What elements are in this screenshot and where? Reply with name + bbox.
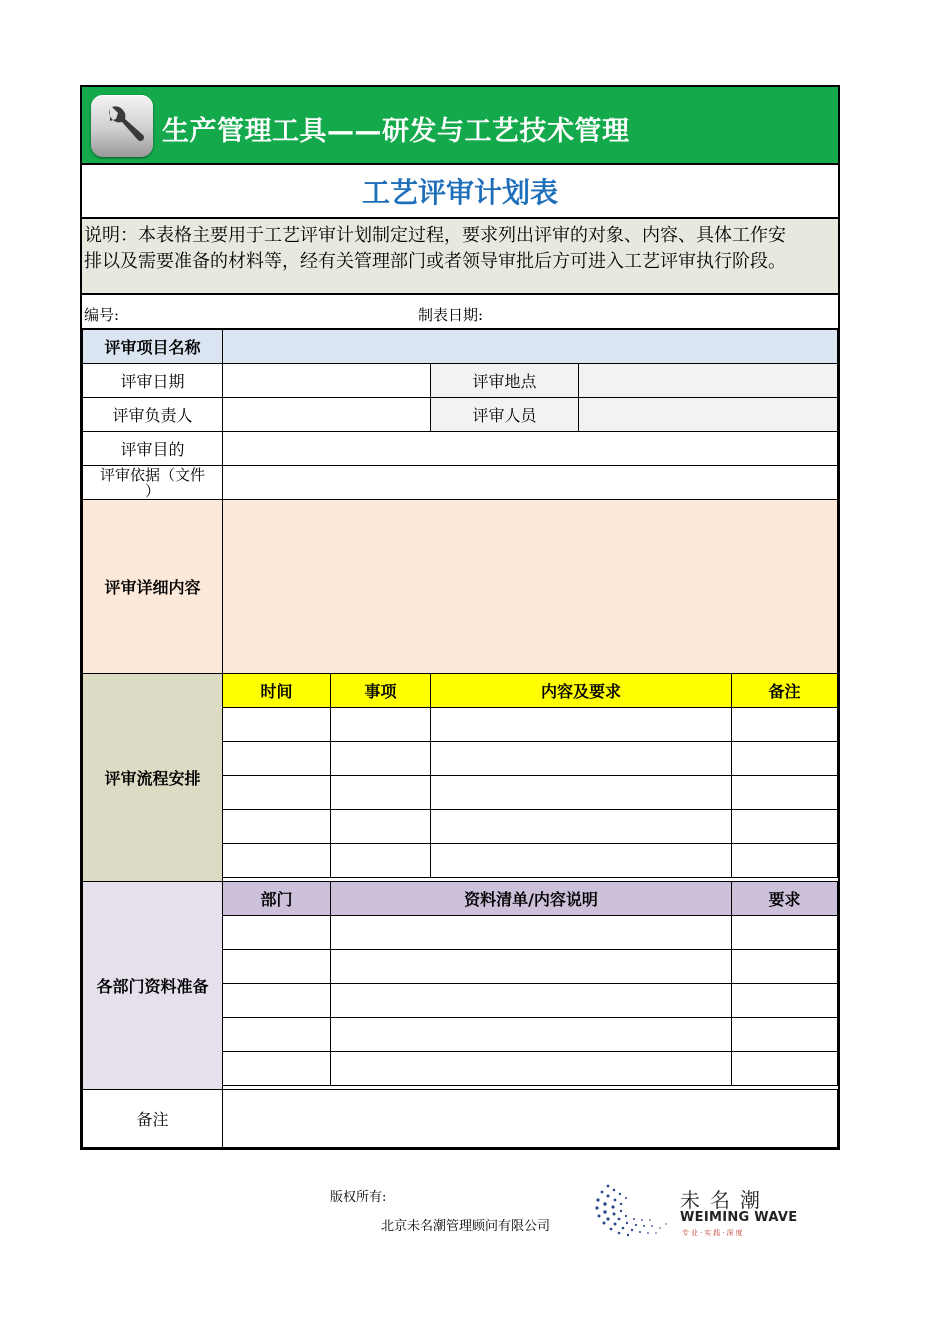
logo-tagline: 专业·实践·深度 bbox=[682, 1229, 745, 1237]
process-cell-time[interactable] bbox=[222, 843, 331, 878]
process-cell-item[interactable] bbox=[330, 809, 431, 844]
materials-header-requirement: 要求 bbox=[731, 881, 838, 916]
process-header-time: 时间 bbox=[222, 673, 331, 708]
header-title: 生产管理工具——研发与工艺技术管理 bbox=[162, 116, 630, 147]
review-basis-field[interactable] bbox=[222, 465, 838, 500]
dept-materials-label: 各部门资料准备 bbox=[82, 881, 223, 1090]
materials-cell-materials[interactable] bbox=[330, 1017, 732, 1052]
process-cell-content[interactable] bbox=[430, 741, 732, 776]
process-cell-content[interactable] bbox=[430, 843, 732, 878]
process-cell-item[interactable] bbox=[330, 775, 431, 810]
description-line-1: 说明：本表格主要用于工艺评审计划制定过程，要求列出评审的对象、内容、具体工作安 bbox=[84, 225, 786, 246]
process-cell-content[interactable] bbox=[430, 775, 732, 810]
review-location-label: 评审地点 bbox=[430, 363, 579, 398]
date-label: 制表日期: bbox=[418, 306, 484, 324]
process-header-item: 事项 bbox=[330, 673, 431, 708]
review-basis-label-line1: 评审依据（文件 bbox=[99, 465, 205, 484]
materials-cell-materials[interactable] bbox=[330, 949, 732, 984]
materials-cell-department[interactable] bbox=[222, 1051, 331, 1086]
project-name-field[interactable] bbox=[222, 329, 838, 364]
materials-cell-department[interactable] bbox=[222, 1017, 331, 1052]
process-cell-note[interactable] bbox=[731, 809, 838, 844]
process-cell-item[interactable] bbox=[330, 707, 431, 742]
review-basis-label bbox=[82, 465, 223, 500]
review-purpose-field[interactable] bbox=[222, 431, 838, 466]
review-leader-label: 评审负责人 bbox=[82, 397, 223, 432]
form-frame bbox=[80, 85, 840, 1150]
process-cell-content[interactable] bbox=[430, 809, 732, 844]
process-cell-item[interactable] bbox=[330, 843, 431, 878]
review-details-field[interactable] bbox=[222, 499, 838, 674]
review-details-label: 评审详细内容 bbox=[82, 499, 223, 674]
review-date-label: 评审日期 bbox=[82, 363, 223, 398]
process-cell-note[interactable] bbox=[731, 707, 838, 742]
copyright-label: 版权所有: bbox=[330, 1190, 387, 1205]
materials-header-department: 部门 bbox=[222, 881, 331, 916]
materials-cell-requirement[interactable] bbox=[731, 1051, 838, 1086]
weiming-wave-logo-icon bbox=[588, 1176, 678, 1240]
description-line-2: 排以及需要准备的材料等，经有关管理部门或者领导审批后方可进入工艺评审执行阶段。 bbox=[84, 251, 786, 272]
remarks-label: 备注 bbox=[82, 1089, 223, 1148]
materials-cell-requirement[interactable] bbox=[731, 949, 838, 984]
description bbox=[82, 219, 838, 295]
materials-cell-requirement[interactable] bbox=[731, 983, 838, 1018]
process-cell-content[interactable] bbox=[430, 707, 732, 742]
logo-text-chinese: 未名潮 bbox=[680, 1188, 770, 1212]
review-location-field[interactable] bbox=[578, 363, 838, 398]
materials-cell-department[interactable] bbox=[222, 915, 331, 950]
remarks-field[interactable] bbox=[222, 1089, 838, 1148]
review-purpose-label: 评审目的 bbox=[82, 431, 223, 466]
process-cell-note[interactable] bbox=[731, 775, 838, 810]
logo-text-english: WEIMING WAVE bbox=[680, 1210, 798, 1225]
document-title: 工艺评审计划表 bbox=[82, 165, 838, 219]
review-date-field[interactable] bbox=[222, 363, 431, 398]
number-label: 编号: bbox=[84, 306, 120, 324]
process-header-content: 内容及要求 bbox=[430, 673, 732, 708]
review-basis-label-line2: ） bbox=[144, 481, 160, 500]
process-header-note: 备注 bbox=[731, 673, 838, 708]
process-cell-note[interactable] bbox=[731, 843, 838, 878]
wrench-icon bbox=[91, 95, 153, 157]
materials-header-materials: 资料清单/内容说明 bbox=[330, 881, 732, 916]
process-cell-note[interactable] bbox=[731, 741, 838, 776]
materials-cell-department[interactable] bbox=[222, 983, 331, 1018]
review-members-field[interactable] bbox=[578, 397, 838, 432]
project-name-label: 评审项目名称 bbox=[82, 329, 223, 364]
materials-cell-materials[interactable] bbox=[330, 983, 732, 1018]
materials-cell-requirement[interactable] bbox=[731, 915, 838, 950]
materials-cell-materials[interactable] bbox=[330, 1051, 732, 1086]
process-cell-time[interactable] bbox=[222, 741, 331, 776]
materials-cell-requirement[interactable] bbox=[731, 1017, 838, 1052]
materials-cell-materials[interactable] bbox=[330, 915, 732, 950]
review-members-label: 评审人员 bbox=[430, 397, 579, 432]
review-process-label: 评审流程安排 bbox=[82, 673, 223, 882]
process-cell-item[interactable] bbox=[330, 741, 431, 776]
review-leader-field[interactable] bbox=[222, 397, 431, 432]
process-cell-time[interactable] bbox=[222, 775, 331, 810]
process-cell-time[interactable] bbox=[222, 707, 331, 742]
header-bar bbox=[82, 87, 838, 165]
company-name: 北京未名潮管理顾问有限公司 bbox=[381, 1219, 551, 1234]
meta-row bbox=[82, 295, 838, 329]
materials-cell-department[interactable] bbox=[222, 949, 331, 984]
process-cell-time[interactable] bbox=[222, 809, 331, 844]
